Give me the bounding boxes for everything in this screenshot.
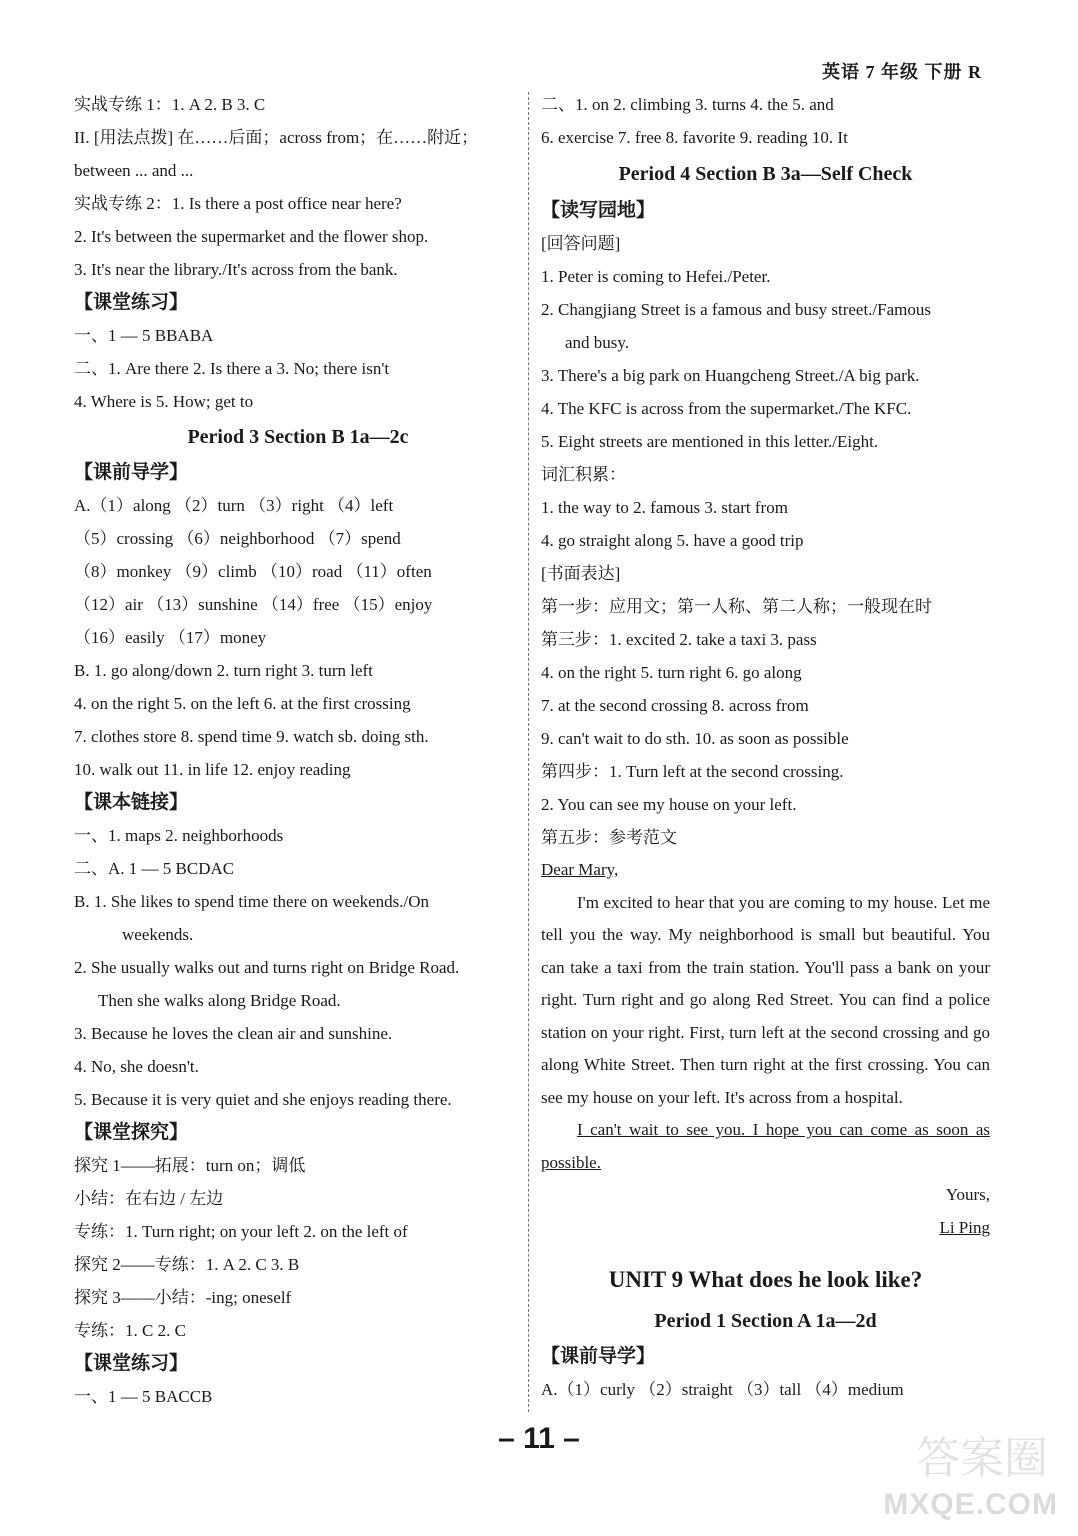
answer-line: between ... and ...: [74, 161, 194, 180]
answer-line: and busy.: [565, 333, 630, 352]
answer-line: 5. Because it is very quiet and she enjoys reading there.: [74, 1090, 452, 1109]
right-bottom-answers: [541, 1258, 990, 1406]
answer-line: 词汇积累：: [541, 465, 626, 484]
column-divider: [528, 92, 529, 1412]
answer-line: A.（1）curly （2）straight （3）tall （4）medium: [541, 1380, 904, 1399]
left-column: [74, 88, 522, 1413]
answer-line: 实战专练 1：1. A 2. B 3. C: [74, 95, 266, 114]
answer-line: 2. She usually walks out and turns right on Bridge Road.: [74, 958, 460, 977]
period-heading: Period 4 Section B 3a—Self Check: [618, 163, 913, 185]
subsection-label: [回答问题]: [541, 234, 621, 253]
answer-line: 1. Peter is coming to Hefei./Peter.: [541, 267, 771, 286]
watermark: [878, 1422, 1058, 1522]
answer-line: II. [用法点拨] 在……后面；across from；在……附近；: [74, 128, 479, 147]
sample-letter: [541, 854, 990, 1244]
section-label: 【读写园地】: [541, 200, 656, 221]
answer-line: （16）easily （17）money: [74, 628, 267, 647]
answer-line: A.（1）along （2）turn （3）right （4）left: [74, 496, 394, 515]
answer-line: 第四步：1. Turn left at the second crossing.: [541, 762, 844, 781]
section-label: 【课堂练习】: [74, 292, 189, 313]
answer-line: 3. Because he loves the clean air and sunshine.: [74, 1024, 393, 1043]
answer-line: 专练：1. Turn right; on your left 2. on the left of: [74, 1222, 408, 1241]
section-label: 【课本链接】: [74, 792, 189, 813]
answer-line: 4. on the right 5. on the left 6. at the first crossing: [74, 694, 411, 713]
answer-line: 探究 1——拓展：turn on；调低: [74, 1156, 306, 1175]
letter-sign-name: Li Ping: [939, 1217, 990, 1237]
answer-line: （12）air （13）sunshine （14）free （15）enjoy: [74, 595, 433, 614]
section-label: 【课堂练习】: [74, 1353, 189, 1374]
letter-body: I'm excited to hear that you are coming to my house. Let me tell you the way. My neighborhood is small but beautiful. You can take a taxi from the train station. You'll pass a bank on your right. Turn right and go along Red Street. You can find a police station on your right. First, turn left at the second crossing and go along White Street. Then turn right at the first crossing. You can see my house on your left. It's across from a hospital.: [541, 892, 990, 1107]
answer-line: 二、1. on 2. climbing 3. turns 4. the 5. and: [541, 95, 834, 114]
answer-line: 6. exercise 7. free 8. favorite 9. reading 10. It: [541, 128, 848, 147]
answer-line: 7. at the second crossing 8. across from: [541, 696, 809, 715]
watermark-logo-icon: 答案圈: [916, 1433, 1048, 1484]
answer-line: 10. walk out 11. in life 12. enjoy reading: [74, 760, 351, 779]
period-heading: Period 1 Section A 1a—2d: [654, 1310, 877, 1332]
answer-line: 5. Eight streets are mentioned in this letter./Eight.: [541, 432, 879, 451]
subsection-label: [书面表达]: [541, 564, 621, 583]
answer-line: 2. You can see my house on your left.: [541, 795, 797, 814]
answer-line: 4. on the right 5. turn right 6. go along: [541, 663, 802, 682]
letter-sign-yours: Yours,: [945, 1185, 990, 1204]
answer-line: 二、A. 1 — 5 BCDAC: [74, 859, 235, 878]
letter-closing: I can't wait to see you. I hope you can come as soon as possible.: [541, 1120, 990, 1172]
answer-line: 2. It's between the supermarket and the flower shop.: [74, 227, 429, 246]
answer-line: 实战专练 2：1. Is there a post office near here?: [74, 194, 402, 213]
unit-heading: UNIT 9 What does he look like?: [608, 1267, 923, 1292]
page-number: – 11 –: [498, 1422, 580, 1455]
answer-line: Then she walks along Bridge Road.: [98, 991, 341, 1010]
answer-line: 探究 2——专练：1. A 2. C 3. B: [74, 1255, 300, 1274]
answer-line: 4. Where is 5. How; get to: [74, 392, 254, 411]
answer-line: 探究 3——小结：-ing; oneself: [74, 1288, 292, 1307]
answer-line: 二、1. Are there 2. Is there a 3. No; there isn't: [74, 359, 390, 378]
answer-line: （5）crossing （6）neighborhood （7）spend: [74, 529, 401, 548]
answer-line: 4. No, she doesn't.: [74, 1057, 199, 1076]
right-column: [541, 88, 990, 1406]
answer-line: 第三步：1. excited 2. take a taxi 3. pass: [541, 630, 817, 649]
section-label: 【课前导学】: [74, 462, 189, 483]
answer-line: 2. Changjiang Street is a famous and busy street./Famous: [541, 300, 931, 319]
section-label: 【课堂探究】: [74, 1122, 189, 1143]
answer-line: 9. can't wait to do sth. 10. as soon as possible: [541, 729, 849, 748]
answer-line: 一、1. maps 2. neighborhoods: [74, 826, 284, 845]
answer-line: 7. clothes store 8. spend time 9. watch sb. doing sth.: [74, 727, 429, 746]
answer-line: B. 1. She likes to spend time there on weekends./On: [74, 892, 430, 911]
book-header: 英语 7 年级 下册 R: [822, 62, 982, 82]
period-heading: Period 3 Section B 1a—2c: [187, 426, 409, 448]
answer-line: 3. There's a big park on Huangcheng Street./A big park.: [541, 366, 920, 385]
section-label: 【课前导学】: [541, 1346, 656, 1367]
watermark-text: MXQE.COM: [883, 1488, 1058, 1521]
answer-line: 3. It's near the library./It's across from the bank.: [74, 260, 398, 279]
answer-line: weekends.: [122, 925, 194, 944]
right-top-answers: [541, 88, 990, 854]
answer-line: B. 1. go along/down 2. turn right 3. turn left: [74, 661, 373, 680]
answer-line: （8）monkey （9）climb （10）road （11）often: [74, 562, 432, 581]
answer-line: 一、1 — 5 BBABA: [74, 326, 214, 345]
answer-line: 4. The KFC is across from the supermarket./The KFC.: [541, 399, 912, 418]
answer-line: 4. go straight along 5. have a good trip: [541, 531, 804, 550]
answer-line: 小结：在右边 / 左边: [74, 1189, 224, 1208]
letter-greeting: Dear Mary,: [541, 860, 619, 879]
answer-line: 第五步：参考范文: [541, 828, 677, 847]
answer-line: 第一步：应用文；第一人称、第二人称；一般现在时: [541, 597, 932, 616]
answer-line: 专练：1. C 2. C: [74, 1321, 186, 1340]
answer-line: 1. the way to 2. famous 3. start from: [541, 498, 788, 517]
answer-line: 一、1 — 5 BACCB: [74, 1387, 213, 1406]
